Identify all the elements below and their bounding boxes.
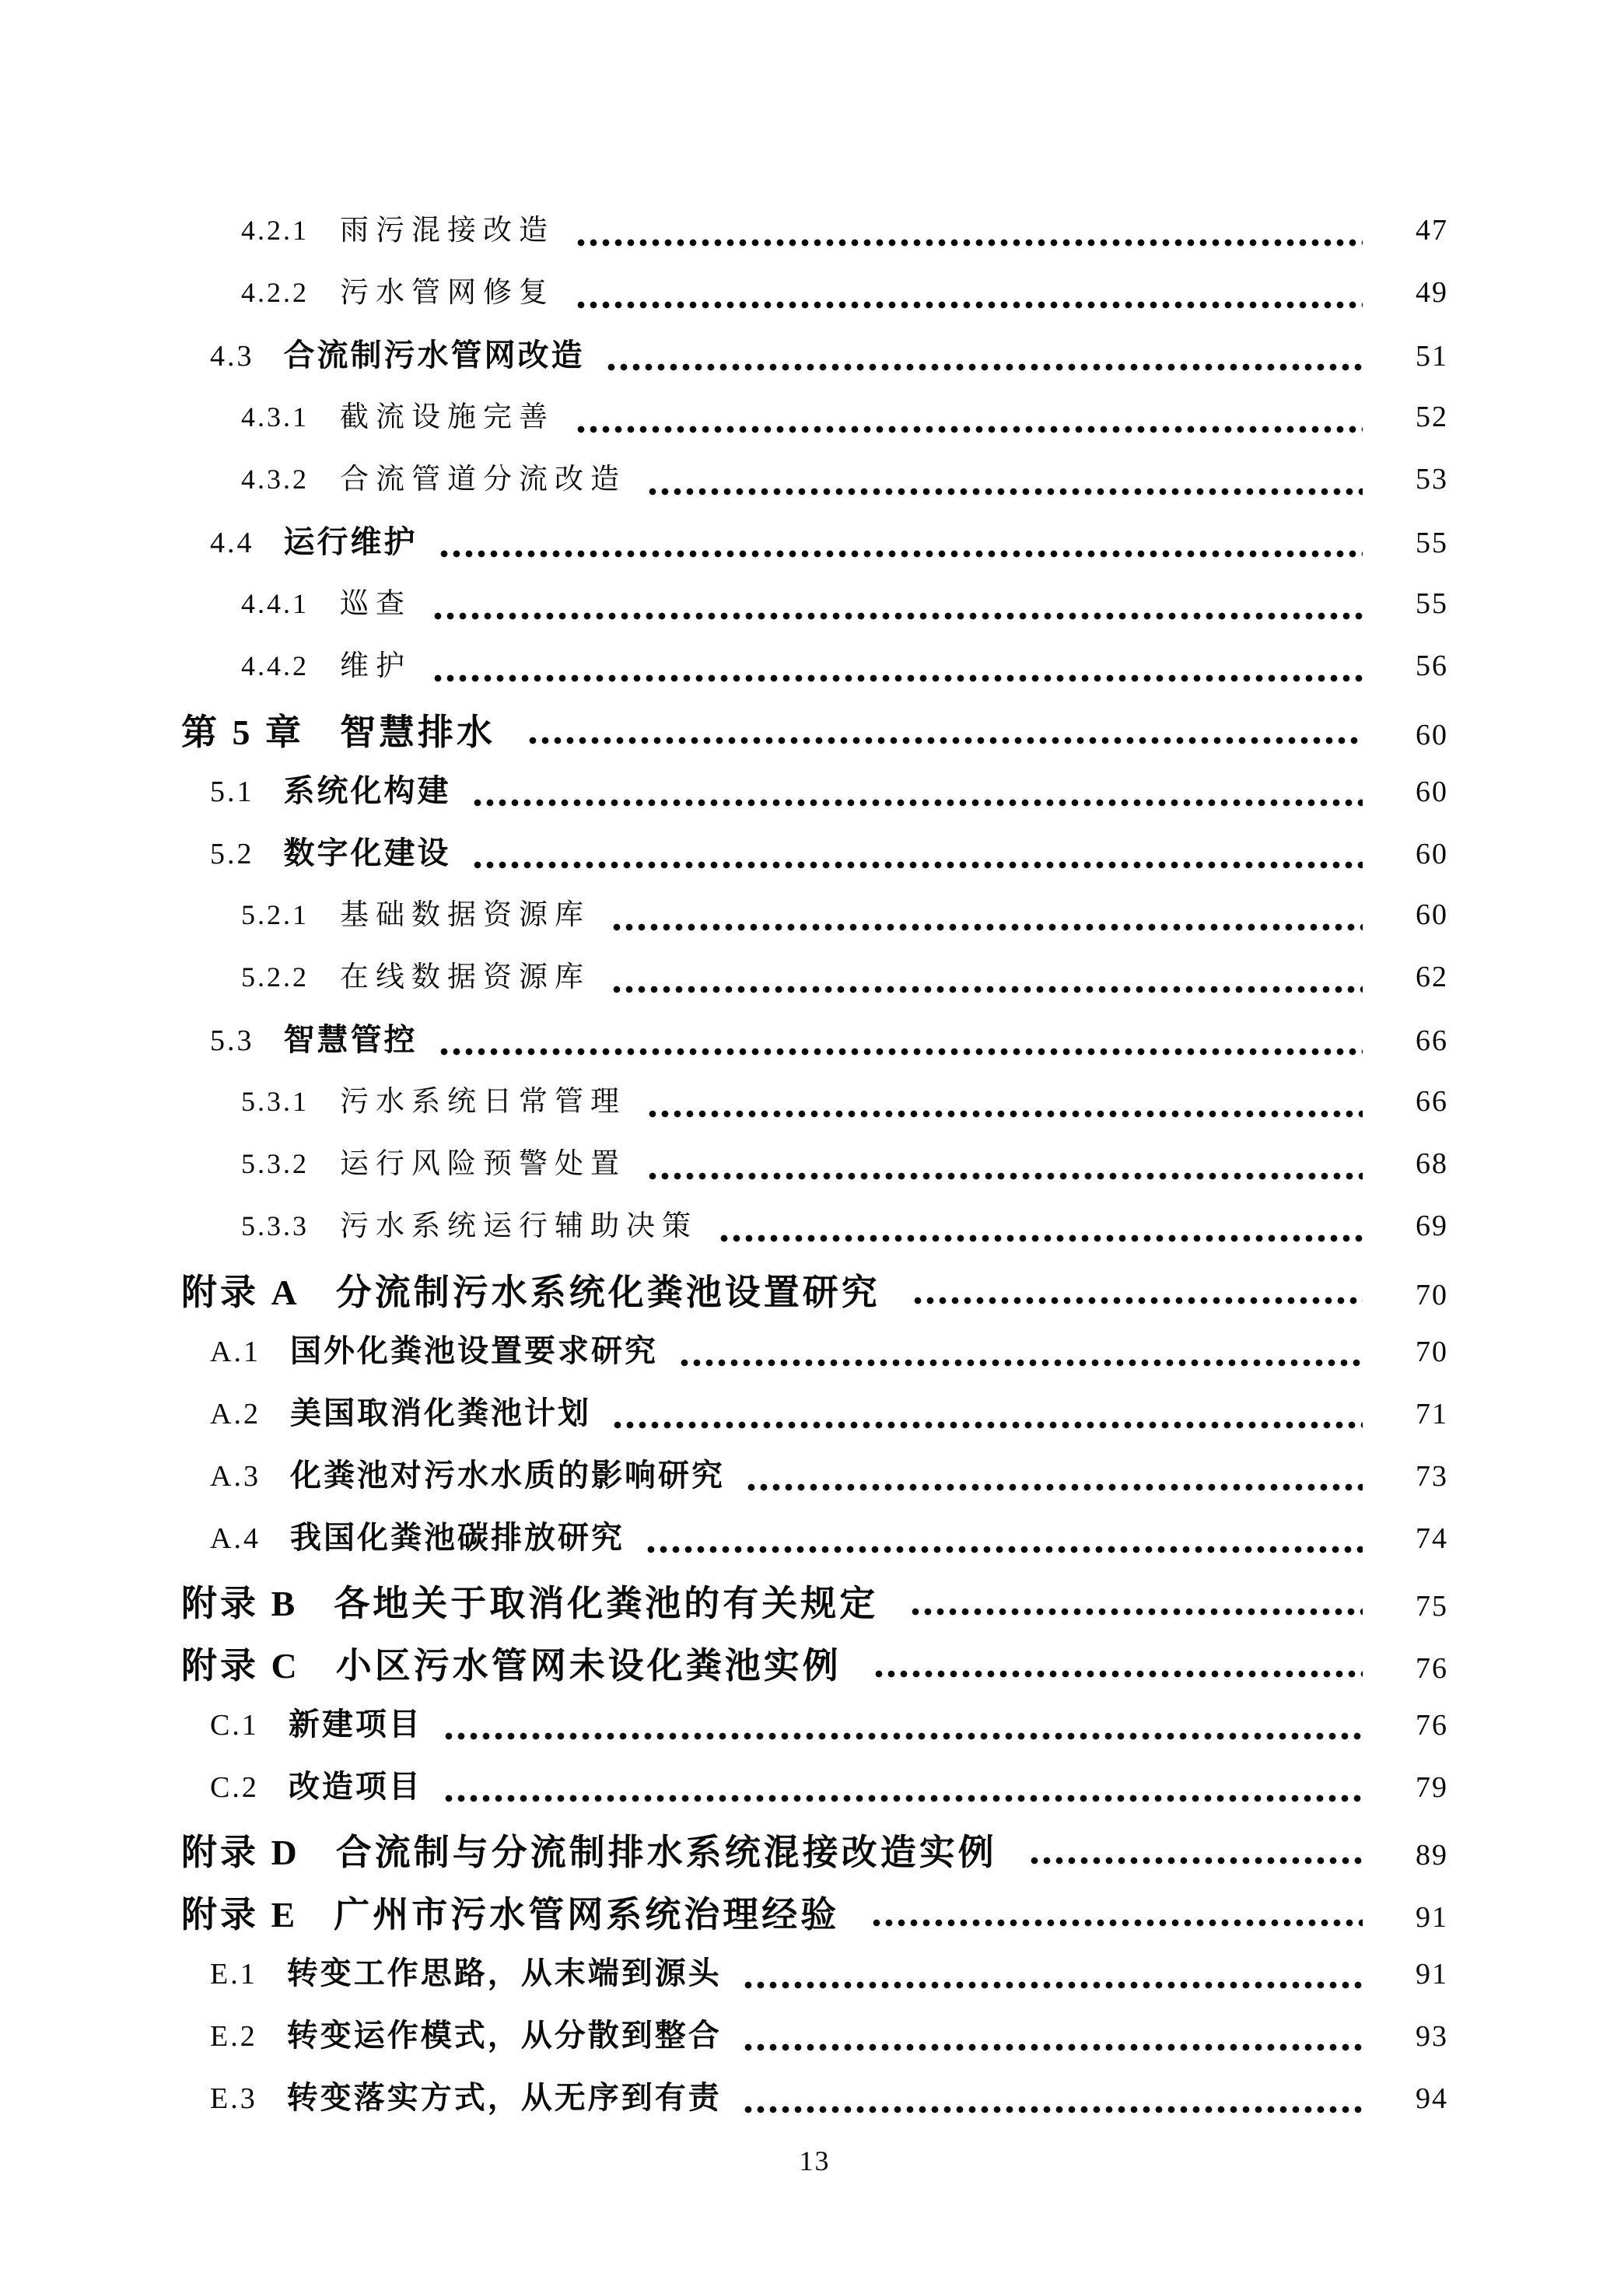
- toc-entry-page: 60: [1416, 898, 1448, 931]
- dot-leader: [909, 1607, 1363, 1616]
- toc-entry-number: A.1: [210, 1336, 261, 1368]
- toc-entry: [210, 1762, 1448, 1824]
- toc-entry: [181, 1575, 1448, 1637]
- dot-leader: [611, 1420, 1363, 1430]
- toc-entry: [241, 1140, 1448, 1202]
- toc-entry-number: 附录 C: [181, 1646, 300, 1686]
- toc-entry-page: 55: [1416, 587, 1448, 620]
- toc-entry-number: C.1: [210, 1709, 259, 1742]
- toc-entry-number: 5.3.2: [241, 1148, 309, 1179]
- toc-entry: [210, 828, 1448, 891]
- toc-entry-page: 53: [1416, 463, 1448, 495]
- dot-leader: [438, 1047, 1363, 1056]
- toc-entry-number: 5.3: [210, 1024, 254, 1057]
- toc-entry-title: 智慧排水: [340, 713, 495, 752]
- toc-entry: [241, 1077, 1448, 1140]
- toc-entry-number: 4.4.1: [241, 588, 309, 619]
- toc-entry-page: 69: [1416, 1210, 1448, 1242]
- toc-entry-title: 广州市污水管网系统治理经验: [334, 1895, 840, 1935]
- page-number: 13: [799, 2145, 831, 2176]
- toc-entry-page: 75: [1416, 1590, 1448, 1623]
- toc-entry: [241, 206, 1448, 268]
- toc-entry-number: 4.2.2: [241, 277, 309, 308]
- toc-entry-page: 71: [1416, 1398, 1448, 1430]
- toc-entry: [181, 1637, 1448, 1700]
- toc-entry-title: 智慧管控: [283, 1022, 418, 1057]
- dot-leader: [678, 1358, 1363, 1367]
- toc-entry-page: 89: [1416, 1839, 1448, 1872]
- toc-entry-page: 93: [1416, 2020, 1448, 2053]
- toc-entry: [210, 1700, 1448, 1762]
- dot-leader: [873, 1669, 1363, 1679]
- toc-entry-page: 60: [1416, 838, 1448, 870]
- toc-entry-title: 运行风险预警处置: [340, 1148, 626, 1180]
- toc-entry-number: 5.2: [210, 838, 254, 870]
- toc-entry-number: 5.1: [210, 776, 254, 808]
- toc-entry-title: 小区污水管网未设化粪池实例: [335, 1646, 842, 1686]
- toc-entry: [181, 1264, 1448, 1326]
- toc-entry-page: 62: [1416, 961, 1448, 993]
- dot-leader: [605, 362, 1363, 372]
- toc-entry-title: 化粪池对污水水质的影响研究: [289, 1458, 725, 1493]
- toc-entry-page: 68: [1416, 1147, 1448, 1180]
- dot-leader: [718, 1234, 1363, 1243]
- toc-entry: [210, 517, 1448, 580]
- toc-entry-number: 4.3.2: [241, 464, 309, 495]
- dot-leader: [432, 674, 1363, 683]
- toc-entry-number: 5.2.1: [241, 899, 309, 930]
- dot-leader: [471, 798, 1363, 807]
- toc-list: [181, 206, 1448, 2135]
- toc-entry-page: 52: [1416, 401, 1448, 433]
- toc-entry-title: 国外化粪池设置要求研究: [289, 1333, 658, 1368]
- toc-entry: [181, 704, 1448, 766]
- toc-entry-title: 分流制污水系统化粪池设置研究: [335, 1273, 880, 1312]
- toc-entry: [210, 1015, 1448, 1077]
- dot-leader: [646, 1171, 1363, 1181]
- toc-entry-title: 雨污混接改造: [340, 215, 555, 247]
- toc-entry-title: 巡查: [340, 588, 411, 620]
- toc-entry-title: 新建项目: [288, 1707, 422, 1742]
- toc-entry: [210, 331, 1448, 393]
- toc-entry-title: 数字化建设: [283, 835, 451, 870]
- toc-entry: [241, 455, 1448, 517]
- toc-entry-title: 改造项目: [288, 1769, 422, 1804]
- dot-leader: [432, 611, 1363, 621]
- toc-entry-number: 附录 A: [181, 1273, 300, 1312]
- toc-entry-page: 76: [1416, 1652, 1448, 1685]
- toc-entry-title: 合流制与分流制排水系统混接改造实例: [335, 1833, 997, 1872]
- toc-entry-number: 4.2.1: [241, 215, 309, 246]
- toc-entry-title: 维护: [340, 650, 411, 682]
- toc-entry-title: 截流设施完善: [340, 401, 555, 433]
- toc-entry-title: 我国化粪池碳排放研究: [289, 1520, 625, 1555]
- toc-entry: [210, 1326, 1448, 1388]
- toc-entry: [181, 1824, 1448, 1886]
- dot-leader: [870, 1918, 1363, 1928]
- toc-entry-page: 70: [1416, 1279, 1448, 1311]
- toc-entry-number: E.3: [210, 2082, 257, 2115]
- toc-entry-title: 各地关于取消化粪池的有关规定: [334, 1584, 879, 1623]
- toc-entry-page: 55: [1416, 527, 1448, 559]
- toc-entry: [210, 1451, 1448, 1513]
- toc-entry: [241, 268, 1448, 331]
- dot-leader: [742, 2043, 1363, 2052]
- toc-entry: [241, 393, 1448, 455]
- toc-entry: [181, 1886, 1448, 1949]
- toc-entry-title: 转变落实方式，从无序到有责: [286, 2080, 722, 2115]
- toc-entry-title: 合流管道分流改造: [340, 464, 626, 495]
- toc-entry-page: 47: [1416, 214, 1448, 247]
- dot-leader: [742, 2105, 1363, 2114]
- dot-leader: [575, 425, 1363, 434]
- toc-entry-number: A.4: [210, 1522, 261, 1555]
- dot-leader: [575, 238, 1363, 247]
- toc-entry-number: 4.3: [210, 340, 254, 373]
- toc-entry-page: 76: [1416, 1709, 1448, 1742]
- dot-leader: [438, 549, 1363, 558]
- toc-entry-title: 运行维护: [283, 524, 418, 559]
- toc-entry-number: E.1: [210, 1958, 257, 1991]
- toc-entry-title: 在线数据资源库: [340, 961, 590, 993]
- toc-entry-title: 系统化构建: [283, 773, 451, 808]
- toc-entry: [210, 1513, 1448, 1575]
- toc-entry-number: 附录 B: [181, 1584, 299, 1623]
- dot-leader: [646, 487, 1363, 496]
- toc-entry-number: 4.4.2: [241, 650, 309, 681]
- toc-entry-number: E.2: [210, 2020, 257, 2053]
- toc-entry-number: 4.4: [210, 527, 254, 559]
- toc-entry-title: 污水管网修复: [340, 277, 555, 309]
- toc-entry-page: 60: [1416, 776, 1448, 808]
- toc-entry: [210, 766, 1448, 828]
- toc-entry-page: 66: [1416, 1024, 1448, 1057]
- toc-entry-page: 60: [1416, 719, 1448, 751]
- toc-entry-number: A.2: [210, 1398, 261, 1430]
- dot-leader: [611, 985, 1363, 994]
- toc-entry-title: 转变工作思路，从末端到源头: [286, 1956, 722, 1991]
- toc-entry-number: 5.3.1: [241, 1086, 309, 1117]
- toc-entry: [241, 1202, 1448, 1264]
- toc-entry-page: 94: [1416, 2082, 1448, 2115]
- dot-leader: [471, 860, 1363, 870]
- dot-leader: [443, 1732, 1363, 1741]
- toc-entry-number: 第 5 章: [181, 713, 304, 752]
- toc-entry-title: 合流制污水管网改造: [283, 338, 585, 373]
- dot-leader: [443, 1794, 1363, 1803]
- toc-entry: [241, 642, 1448, 704]
- toc-entry-title: 美国取消化粪池计划: [289, 1395, 591, 1430]
- dot-leader: [527, 736, 1363, 745]
- toc-entry-page: 74: [1416, 1522, 1448, 1555]
- toc-entry-number: 5.2.2: [241, 961, 309, 993]
- dot-leader: [1028, 1856, 1363, 1865]
- dot-leader: [575, 300, 1363, 310]
- dot-leader: [645, 1545, 1363, 1554]
- dot-leader: [745, 1483, 1363, 1492]
- toc-entry-page: 91: [1416, 1958, 1448, 1991]
- toc-entry-page: 91: [1416, 1901, 1448, 1934]
- toc-entry-number: 4.3.1: [241, 401, 309, 432]
- toc-entry-title: 污水系统日常管理: [340, 1086, 626, 1118]
- toc-entry-number: A.3: [210, 1460, 261, 1493]
- toc-entry: [210, 1388, 1448, 1451]
- dot-leader: [646, 1109, 1363, 1119]
- dot-leader: [611, 923, 1363, 932]
- toc-entry-number: 附录 D: [181, 1833, 300, 1872]
- toc-entry-number: C.2: [210, 1771, 259, 1804]
- toc-entry: [210, 1949, 1448, 2011]
- toc-entry-number: 附录 E: [181, 1895, 299, 1935]
- toc-entry: [210, 2011, 1448, 2073]
- toc-entry-number: 5.3.3: [241, 1210, 309, 1241]
- dot-leader: [912, 1296, 1363, 1305]
- dot-leader: [742, 1980, 1363, 1990]
- toc-entry: [210, 2073, 1448, 2135]
- toc-entry-page: 79: [1416, 1771, 1448, 1804]
- toc-entry-page: 51: [1416, 340, 1448, 373]
- toc-entry-title: 转变运作模式，从分散到整合: [286, 2018, 722, 2053]
- toc-entry-title: 污水系统运行辅助决策: [340, 1210, 698, 1242]
- toc-entry-page: 56: [1416, 650, 1448, 682]
- toc-entry: [241, 891, 1448, 953]
- toc-entry-page: 66: [1416, 1085, 1448, 1118]
- toc-entry-page: 49: [1416, 276, 1448, 309]
- toc-entry-title: 基础数据资源库: [340, 899, 590, 931]
- toc-entry-page: 73: [1416, 1460, 1448, 1493]
- toc-entry: [241, 580, 1448, 642]
- toc-entry: [241, 953, 1448, 1015]
- toc-entry-page: 70: [1416, 1336, 1448, 1368]
